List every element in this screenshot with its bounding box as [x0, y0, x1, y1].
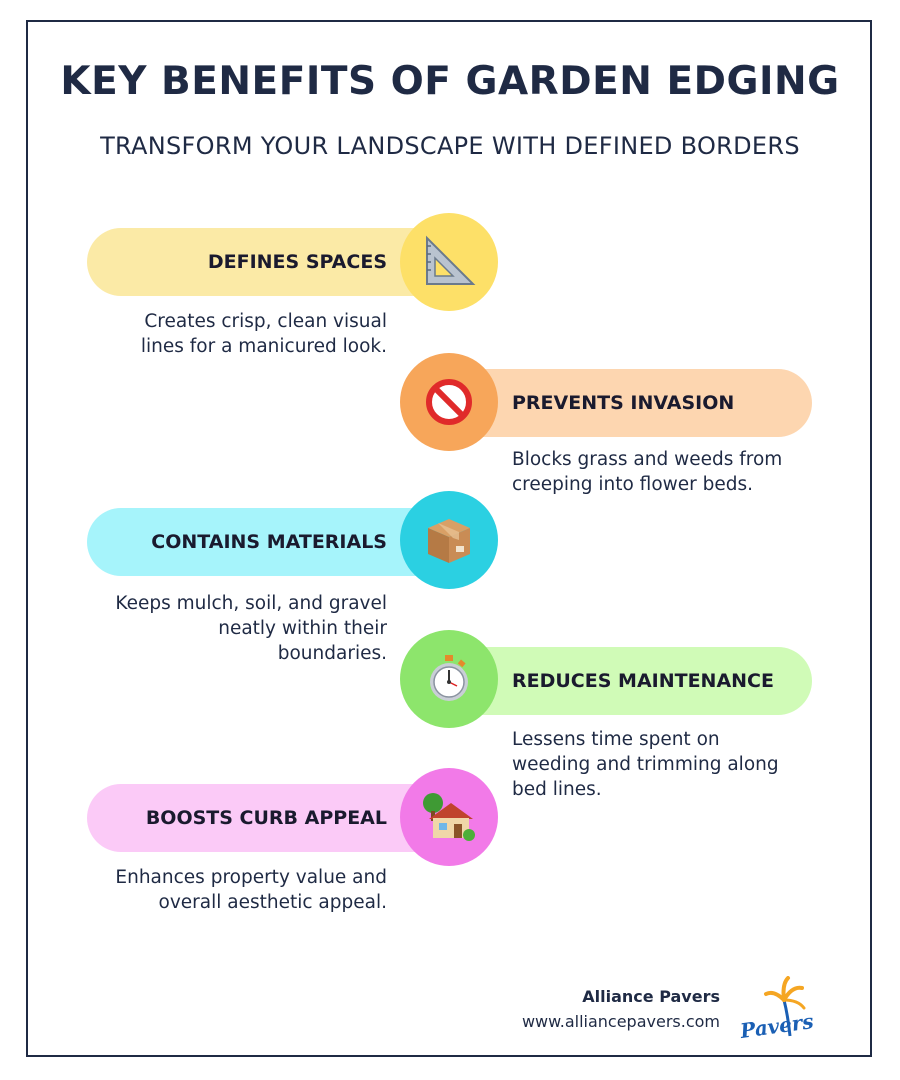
benefit-description: Keeps mulch, soil, and gravel neatly within their boundaries.: [115, 593, 387, 664]
prohibited-icon: [423, 376, 475, 428]
benefit-circle-reduces-maintenance: [400, 630, 498, 728]
company-url[interactable]: www.alliancepavers.com: [521, 1012, 720, 1031]
benefit-description: Enhances property value and overall aesthetic appeal.: [115, 867, 387, 913]
benefit-description: Blocks grass and weeds from creeping into flower beds.: [512, 449, 783, 495]
benefit-circle-boosts-curb-appeal: [400, 768, 498, 866]
alliance-pavers-logo: [738, 976, 815, 1044]
benefit-label: REDUCES MAINTENANCE: [512, 670, 774, 692]
page-subtitle: TRANSFORM YOUR LANDSCAPE WITH DEFINED BORDERS: [100, 132, 800, 160]
page-title: KEY BENEFITS OF GARDEN EDGING: [60, 59, 840, 104]
benefit-description: Creates crisp, clean visual lines for a manicured look.: [140, 311, 387, 357]
benefit-description: Lessens time spent on weeding and trimming along bed lines.: [512, 729, 779, 800]
package-box-icon: [422, 513, 476, 567]
benefit-circle-prevents-invasion: [400, 353, 498, 451]
benefit-label: DEFINES SPACES: [207, 251, 387, 273]
benefit-circle-contains-materials: [400, 491, 498, 589]
logo-wordmark: Pavers: [738, 1008, 815, 1044]
house-with-garden-icon: [421, 789, 477, 845]
triangle-ruler-icon: [421, 234, 477, 290]
benefit-label: CONTAINS MATERIALS: [151, 531, 387, 553]
stopwatch-icon: [423, 653, 475, 705]
benefit-label: BOOSTS CURB APPEAL: [145, 807, 387, 829]
benefit-label: PREVENTS INVASION: [512, 392, 735, 414]
benefit-circle-defines-spaces: [400, 213, 498, 311]
company-name: Alliance Pavers: [582, 987, 720, 1006]
